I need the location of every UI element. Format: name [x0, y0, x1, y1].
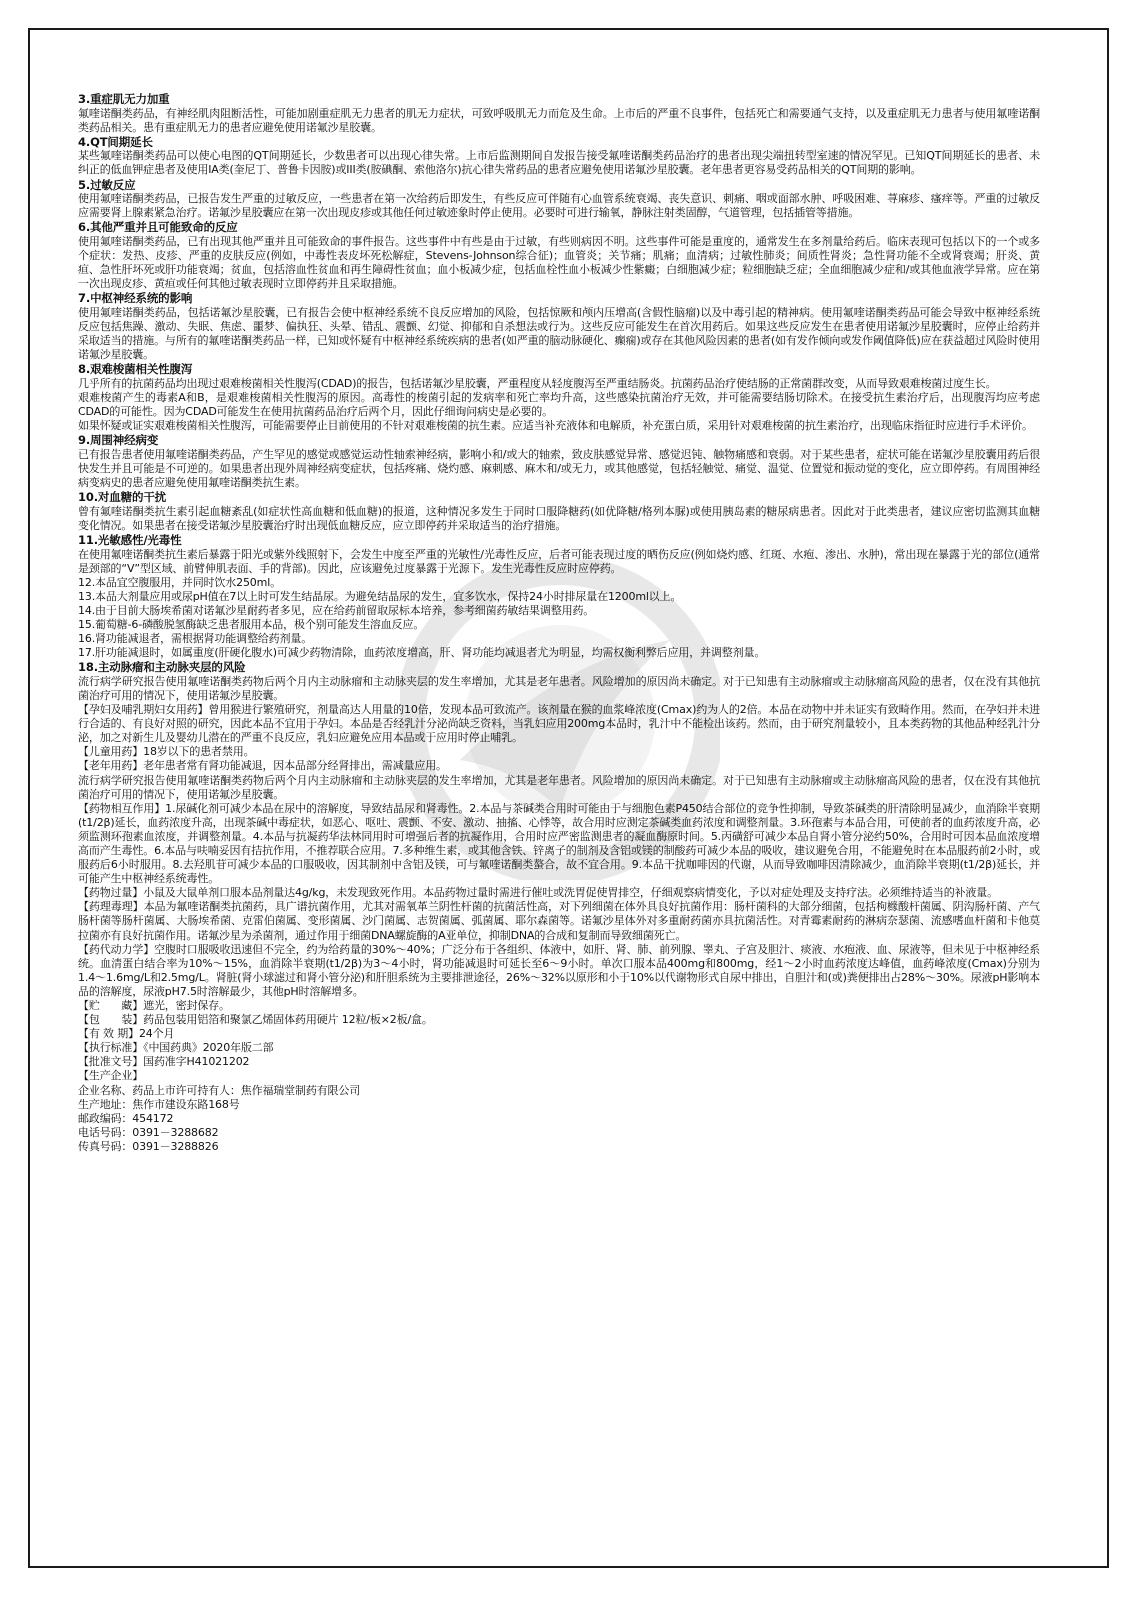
paragraph: 12.本品宜空腹服用，并同时饮水250ml。 [78, 575, 281, 589]
paragraph: 【贮 藏】遮光，密封保存。 [78, 999, 230, 1012]
package-insert-text [78, 92, 1040, 1154]
section-heading: 8.艰难梭菌相关性腹泻 [78, 362, 193, 377]
paragraph: 【药物相互作用】1.尿碱化剂可减少本品在尿中的溶解度，导致结晶尿和肾毒性。2.本品与茶碱类合用时可能由于与细胞色素P450结合部位的竞争性抑制，导致茶碱类的肝清除明显减少，血消除半衰期(t1/2β)延长，血药浓度升高，出现茶碱中毒症状，如恶心、呕吐、震颤、不安、激动、抽搐、心悸等，故合用时应测定茶碱类血药浓度和调整剂量。3.环孢素与本品合用，可使前者的血药浓度升高，必须监测环孢素血浓度，并调整剂量。4.本品与抗凝药华法林同用时可增强后者的抗凝作用，合用时应严密监测患者的凝血酶原时间。5.丙磺舒可减少本品自肾小管分泌约50%，合用时可因本品血浓度增高而产生毒性。6.本品与呋喃妥因有拮抗作用，不推荐联合应用。7.多种维生素，或其他含铁、锌离子的制剂及含铝或镁的制酸药可减少本品的吸收，建议避免合用，不能避免时在本品服药前2小时，或服药后6小时服用。8.去羟肌苷可减少本品的口服吸收，因其制剂中含铝及镁，可与氟喹诺酮类螯合，故不宜合用。9.本品干扰咖啡因的代谢，从而导致咖啡因清除减少，血消除半衰期(t1/2β)延长，并可能产生中枢神经系统毒性。 [78, 801, 1040, 886]
section-heading: 9.周围神经病变 [78, 433, 159, 448]
paragraph: 氟喹诺酮类药品，有神经肌肉阻断活性，可能加剧重症肌无力患者的肌无力症状，可致呼吸肌无力而危及生命。上市后的严重不良事件，包括死亡和需要通气支持，以及重症肌无力患者与使用氟喹诺酮类药品相关。患有重症肌无力的患者应避免使用诺氟沙星胶囊。 [78, 106, 1040, 134]
paragraph: 邮政编码：454172 [78, 1111, 174, 1125]
paragraph: 在使用氟喹诺酮类抗生素后暴露于阳光或紫外线照射下，会发生中度至严重的光敏性/光毒性反应，后者可能表现过度的晒伤反应(例如烧灼感、红斑、水疱、渗出、水肿)，常出现在暴露于光的部位(通常是颈部的“V”型区域、前臂伸肌表面、手的背部)。因此，应该避免过度暴露于光源下。发生光毒性反应时应停药。 [78, 547, 1040, 575]
paragraph: 电话号码：0391－3288682 [78, 1125, 219, 1139]
paragraph: 【生产企业】 [78, 1069, 144, 1083]
section-heading: 6.其他严重并且可能致命的反应 [78, 220, 238, 235]
paragraph: 企业名称、药品上市许可持有人：焦作福瑞堂制药有限公司 [78, 1083, 361, 1097]
paragraph: 【有 效 期】24个月 [78, 1027, 175, 1041]
section-heading: 11.光敏感性/光毒性 [78, 532, 182, 547]
paragraph: 【药物过量】小鼠及大鼠单剂口服本品剂量达4g/kg，未发现致死作用。本品药物过量时需进行催吐或洗胃促使胃排空，仔细观察病情变化，予以对症处理及支持疗法。必须维持适当的补液量。 [78, 886, 998, 900]
paragraph: 如果怀疑或证实艰难梭菌相关性腹泻，可能需要停止目前使用的不针对艰难梭菌的抗生素。应适当补充液体和电解质，补充蛋白质，采用针对艰难梭菌的抗生素治疗，出现临床指征时应进行手术评价。 [78, 419, 1033, 433]
section-heading: 18.主动脉瘤和主动脉夹层的风险 [78, 660, 246, 675]
paragraph: 【老年用药】老年患者常有肾功能减退，因本品部分经肾排出，需减量应用。 [78, 759, 447, 773]
paragraph: 【药代动力学】空腹时口服吸收迅速但不完全，约为给药量的30%～40%；广泛分布于各组织、体液中，如肝、肾、肺、前列腺、睾丸、子宫及胆汁、痰液、水疱液、血、尿液等，但未见于中枢神经系统。血清蛋白结合率为10%～15%，血消除半衰期(t1/2β)为3～4小时，肾功能减退时可延长至6～9小时。单次口服本品400mg和800mg，经1～2小时血药浓度达峰值，血药峰浓度(Cmax)分别为1.4～1.6mg/L和2.5mg/L。肾脏(肾小球滤过和肾小管分泌)和肝胆系统为主要排泄途径，26%～32%以原形和小于10%以代谢物形式自尿中排出，自胆汁和(或)粪便排出占28%～30%。尿液pH影响本品的溶解度，尿液pH7.5时溶解最少，其他pH时溶解增多。 [78, 942, 1040, 998]
paragraph: 【孕妇及哺乳期妇女用药】曾用猴进行繁殖研究，剂量高达人用量的10倍，发现本品可致流产。该剂量在猴的血浆峰浓度(Cmax)约为人的2倍。本品在动物中并未证实有致畸作用。然而，在孕妇并未进行合适的、有良好对照的研究，因此本品不宜用于孕妇。本品是否经乳汁分泌尚缺乏资料，当乳妇应用200mg本品时，乳汁中不能检出该药。然而，由于研究剂量较小，且本类药物的其他品种经乳汁分泌，加之对新生儿及婴幼儿潜在的严重不良反应，乳妇应避免应用本品或于应用时停止哺乳。 [78, 703, 1040, 745]
paragraph: 16.肾功能减退者，需根据肾功能调整给药剂量。 [78, 632, 313, 646]
paragraph: 流行病学研究报告使用氟喹诺酮类药物后两个月内主动脉瘤和主动脉夹层的发生率增加，尤其是老年患者。风险增加的原因尚未确定。对于已知患有主动脉瘤或主动脉瘤高风险的患者，仅在没有其他抗菌治疗可用的情况下，使用诺氟沙星胶囊。 [78, 773, 1040, 801]
paragraph: 【执行标准】《中国药典》2020年版二部 [78, 1041, 274, 1055]
paragraph: 【批准文号】国药准字H41021202 [78, 1055, 250, 1069]
paragraph: 15.葡萄糖-6-磷酸脱氢酶缺乏患者服用本品，极个别可能发生溶血反应。 [78, 617, 425, 631]
paragraph: 【儿童用药】18岁以下的患者禁用。 [78, 745, 255, 759]
paragraph: 13.本品大剂量应用或尿pH值在7以上时可发生结晶尿。为避免结晶尿的发生，宜多饮水，保持24小时排尿量在1200ml以上。 [78, 589, 682, 603]
paragraph: 使用氟喹诺酮类药品，包括诺氟沙星胶囊，已有报告会使中枢神经系统不良反应增加的风险，包括惊厥和颅内压增高(含假性脑瘤)以及中毒引起的精神病。使用氟喹诺酮类药品可能会导致中枢神经系统反应包括焦躁、激动、失眠、焦虑、噩梦、偏执狂、头晕、错乱、震颤、幻觉、抑郁和自杀想法或行为。这些反应可能发生在首次用药后。如果这些反应发生在患者使用诺氟沙星胶囊时，应停止给药并采取适当的措施。与所有的氟喹诺酮类药品一样，已知或怀疑有中枢神经系统疾病的患者(如严重的脑动脉硬化、癫痫)或存在其他风险因素的患者(如有发作倾向或发作阈值降低)应在获益超过风险时使用诺氟沙星胶囊。 [78, 305, 1040, 362]
paragraph: 【药理毒理】本品为氟喹诺酮类抗菌药，具广谱抗菌作用，尤其对需氧革兰阴性杆菌的抗菌活性高，对下列细菌在体外具良好抗菌作用：肠杆菌科的大部分细菌，包括枸橼酸杆菌属、阴沟肠杆菌、产气肠杆菌等肠杆菌属、大肠埃希菌、克雷伯菌属、变形菌属、沙门菌属、志贺菌属、弧菌属、耶尔森菌等。诺氟沙星体外对多重耐药菌亦具抗菌活性。对青霉素耐药的淋病奈瑟菌、流感嗜血杆菌和卡他莫拉菌亦有良好抗菌作用。诺氟沙星为杀菌剂，通过作用于细菌DNA螺旋酶的A亚单位，抑制DNA的合成和复制而导致细菌死亡。 [78, 900, 1040, 942]
paragraph: 使用氟喹诺酮类药品，已有出现其他严重并且可能致命的事件报告。这些事件中有些是由于过敏，有些则病因不明。这些事件可能是重度的，通常发生在多剂量给药后。临床表现可包括以下的一个或多个症状：发热、皮疹、严重的皮肤反应(例如，中毒性表皮坏死松解症，Stevens-Johnson综合征)；血管炎；关节痛；肌痛；血清病；过敏性肺炎；间质性肾炎；急性肾功能不全或肾衰竭；肝炎、黄疸、急性肝坏死或肝功能衰竭；贫血，包括溶血性贫血和再生障碍性贫血；血小板减少症，包括血栓性血小板减少性紫癜；白细胞减少症；粒细胞缺乏症；全血细胞减少症和/或其他血液学异常。应在第一次出现皮疹、黄疸或任何其他过敏表现时立即停药并且采取措施。 [78, 234, 1040, 291]
paragraph: 17.肝功能减退时，如属重度(肝硬化腹水)可减少药物清除，血药浓度增高，肝、肾功能均减退者尤为明显，均需权衡利弊后应用，并调整剂量。 [78, 646, 766, 660]
section-heading: 5.过敏反应 [78, 177, 136, 192]
paragraph: 曾有氟喹诺酮类抗生素引起血糖紊乱(如症状性高血糖和低血糖)的报道，这种情况多发生于同时口服降糖药(如优降糖/格列本脲)或使用胰岛素的糖尿病患者。因此对于此类患者，建议应密切监测其血糖变化情况。如果患者在接受诺氟沙星胶囊治疗时出现低血糖反应，应立即停药并采取适当的治疗措施。 [78, 504, 1040, 532]
paragraph: 使用氟喹诺酮类药品，已报告发生严重的过敏反应，一些患者在第一次给药后即发生，有些反应可伴随有心血管系统衰竭、丧失意识、刺痛、咽或面部水肿、呼吸困难、荨麻疹、瘙痒等。严重的过敏反应需要肾上腺素紧急治疗。诺氟沙星胶囊应在第一次出现皮疹或其他任何过敏迹象时停止使用。必要时可进行输氧，静脉注射类固醇，气道管理，包括插管等措施。 [78, 192, 1040, 220]
paragraph: 某些氟喹诺酮类药品可以使心电图的QT间期延长，少数患者可以出现心律失常。上市后监测期间自发报告接受氟喹诺酮类药品治疗的患者出现尖端扭转型室速的情况罕见。已知QT间期延长的患者、未纠正的低血钾症患者及使用IA类(奎尼丁、普鲁卡因胺)或III类(胺碘酮、索他洛尔)抗心律失常药品的患者应避免使用诺氟沙星胶囊。老年患者更容易受药品相关的QT间期的影响。 [78, 149, 1040, 177]
section-heading: 4.QT间期延长 [78, 134, 153, 149]
paragraph: 流行病学研究报告使用氟喹诺酮类药物后两个月内主动脉瘤和主动脉夹层的发生率增加，尤其是老年患者。风险增加的原因尚未确定。对于已知患有主动脉瘤或主动脉瘤高风险的患者，仅在没有其他抗菌治疗可用的情况下，使用诺氟沙星胶囊。 [78, 674, 1040, 702]
paragraph: 几乎所有的抗菌药品均出现过艰难梭菌相关性腹泻(CDAD)的报告，包括诺氟沙星胶囊，严重程度从轻度腹泻至严重结肠炎。抗菌药品治疗使结肠的正常菌群改变，从而导致艰难梭菌过度生长。 [78, 376, 997, 390]
section-heading: 10.对血糖的干扰 [78, 490, 167, 505]
paragraph: 【包 装】药品包装用铝箔和聚氯乙烯固体药用硬片 12粒/板×2板/盒。 [78, 1013, 433, 1027]
paragraph: 传真号码：0391－3288826 [78, 1139, 219, 1153]
paragraph: 14.由于目前大肠埃希菌对诺氟沙星耐药者多见，应在给药前留取尿标本培养，参考细菌药敏结果调整用药。 [78, 603, 595, 617]
section-heading: 7.中枢神经系统的影响 [78, 291, 193, 306]
paragraph: 已有报告患者使用氟喹诺酮类药品，产生罕见的感觉或感觉运动性轴索神经病，影响小和/或大的轴索，致皮肤感觉异常、感觉迟钝、触物痛感和衰弱。对于某些患者，症状可能在诺氟沙星胶囊用药后很快发生并且可能是不可逆的。如果患者出现外周神经病变症状，包括疼痛、烧灼感、麻刺感、麻木和/或无力，或其他感觉，包括轻触觉、痛觉、温觉、位置觉和振动觉的变化，应立即停药。有周围神经病变病史的患者应避免使用氟喹诺酮类抗生素。 [78, 447, 1040, 490]
paragraph: 生产地址：焦作市建设东路168号 [78, 1097, 240, 1111]
paragraph: 艰难梭菌产生的毒素A和B，是艰难梭菌相关性腹泻的原因。高毒性的梭菌引起的发病率和死亡率均升高，这些感染抗菌治疗无效，并可能需要结肠切除术。在接受抗生素治疗后，出现腹泻均应考虑CDAD的可能性。因为CDAD可能发生在使用抗菌药品治疗后两个月，因此仔细询问病史是必要的。 [78, 390, 1040, 419]
section-heading: 3.重症肌无力加重 [78, 92, 170, 106]
